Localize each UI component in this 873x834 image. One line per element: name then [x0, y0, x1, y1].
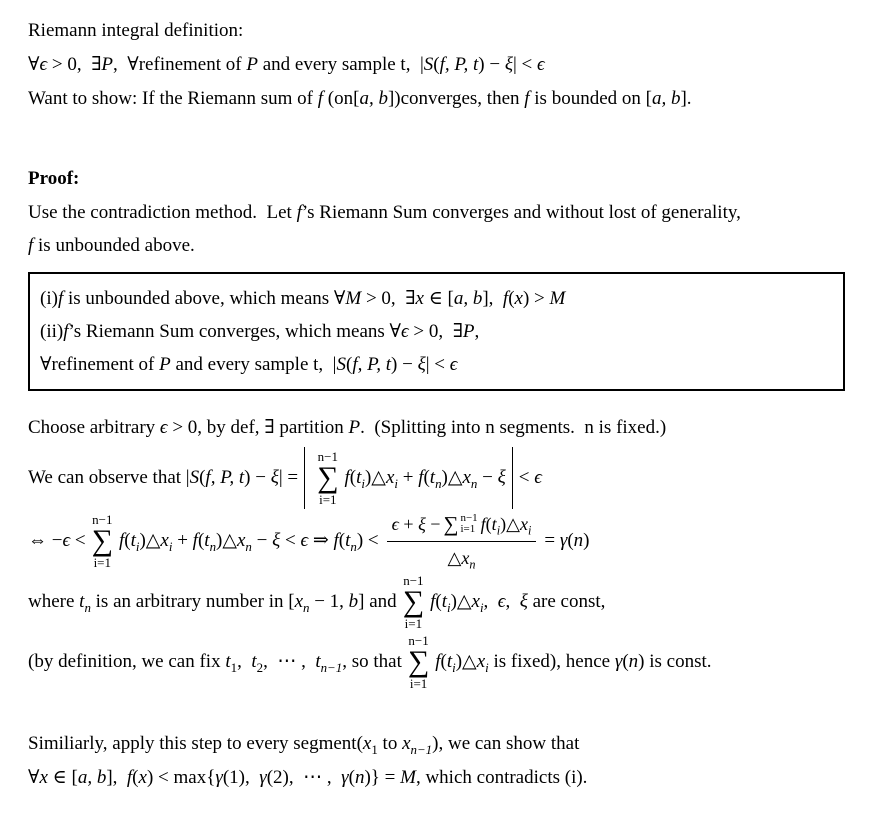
- where-pre-text: where $t_n$ is an arbitrary number in [$x_n - 1$, b] and: [28, 591, 397, 615]
- inline-summation-limits: [460, 513, 477, 535]
- numerator-pre-text: ϵ + ξ −: [391, 514, 441, 534]
- box-line-ii-converges: (ii)f’s Riemann Sum converges, which means ∀ϵ > 0, ∃P,: [40, 321, 480, 342]
- summation-where: [403, 573, 424, 631]
- proof-heading: Proof:: [28, 168, 80, 189]
- observe-suffix-text: < ϵ: [518, 467, 542, 488]
- bydef-post-text: $f(t_i)\triangle x_i$ is fixed), hence γ(n) is const.: [435, 651, 712, 675]
- gamma-fraction: [387, 511, 537, 571]
- sigma-summation-symbol: ∑: [402, 585, 425, 618]
- intro-paragraph: [28, 14, 845, 116]
- summation-lower-limit: i=1: [460, 523, 476, 535]
- summation-lower-limit: i=1: [319, 492, 337, 507]
- summation-bydef: [408, 633, 429, 691]
- sigma-summation-symbol: ∑: [407, 645, 430, 678]
- absolute-value-bar-left: [304, 447, 305, 509]
- intro-line-epsilon-definition: ∀ϵ > 0, ∃P, ∀refinement of P and every sample t, |S(f, P, t) − ξ| < ϵ: [28, 54, 545, 75]
- proof-line-contradiction: Use the contradiction method. Let f’s Riemann Sum converges and without lost of generality,: [28, 202, 741, 223]
- proof-intro-paragraph: [28, 196, 845, 262]
- where-post-text: $f(t_i)\triangle x_i$, ϵ, ξ are const,: [430, 591, 606, 615]
- bydef-pre-text: (by definition, we can fix $t_1$, $t_2$, ⋯ , $t_{n-1}$, so that: [28, 651, 402, 675]
- summation-lower-limit: i=1: [409, 676, 428, 691]
- summation-iff: [92, 512, 113, 570]
- inline-summation: [443, 513, 477, 535]
- observe-prefix-text: We can observe that |S(f, P, t) − ξ| =: [28, 467, 299, 488]
- intro-line-want-to-show: Want to show: If the Riemann sum of f (on[a, b])converges, then f is bounded on [a, b].: [28, 88, 692, 109]
- observe-sum-body: $f(t_i)\triangle x_i$ + $f(t_n)\triangle x_n - \xi$: [344, 467, 506, 491]
- fraction-numerator: [387, 511, 537, 542]
- sigma-summation-symbol: ∑: [443, 511, 459, 536]
- gamma-tail-text: = γ(n): [544, 530, 590, 551]
- summation-lower-limit: i=1: [93, 555, 112, 570]
- sigma-summation-symbol: ∑: [317, 461, 339, 494]
- iff-lead-text: ⇔ −ϵ <: [28, 530, 86, 551]
- conclusion-paragraph: [28, 727, 845, 795]
- fraction-denominator: $\triangle x_n$: [447, 548, 476, 572]
- summation-upper-limit: n−1: [317, 449, 338, 464]
- proof-line-unbounded: f is unbounded above.: [28, 235, 195, 256]
- summation-upper-limit: n−1: [403, 573, 424, 588]
- where-constants-row: [28, 573, 845, 631]
- choose-epsilon-line: Choose arbitrary ϵ > 0, by def, ∃ partition P. (Splitting into n segments. n is fixed.): [28, 417, 667, 438]
- observe-equation-row: [28, 447, 845, 509]
- gamma-equation-row: [28, 511, 845, 571]
- by-definition-row: [28, 633, 845, 691]
- absolute-value-bar-right: [512, 447, 513, 509]
- box-line-refinement: ∀refinement of P and every sample t, |S(f, P, t) − ξ| < ϵ: [40, 354, 458, 375]
- summation-upper-limit: n−1: [92, 512, 113, 527]
- conclusion-line-similarly: Similiarly, apply this step to every $segment(x_1$ to $x_{n-1}$), we can show that: [28, 733, 580, 757]
- iff-mid-text: $f(t_i)\triangle x_i$ + $f(t_n)\triangle x_n - \xi < \epsilon$ ⇒ $f(t_n)$ <: [118, 530, 379, 554]
- summation-upper-limit: n−1: [408, 633, 429, 648]
- assumptions-box: [28, 272, 845, 391]
- intro-line-definition-title: Riemann integral definition:: [28, 20, 244, 41]
- summation-observe: [317, 449, 338, 507]
- box-line-i-unbounded: (i)f is unbounded above, which means ∀M > 0, ∃x ∈ [a, b], f(x) > M: [40, 288, 566, 309]
- sigma-summation-symbol: ∑: [91, 524, 113, 557]
- summation-upper-limit: n−1: [460, 512, 478, 524]
- conclusion-line-contradiction: ∀x ∈ [a, b], f(x) < max{γ(1), γ(2), ⋯ , γ(n)} = M, which contradicts (i).: [28, 767, 588, 788]
- numerator-post-text: $f(t_i)\triangle x_i$: [480, 514, 532, 538]
- summation-lower-limit: i=1: [404, 616, 423, 631]
